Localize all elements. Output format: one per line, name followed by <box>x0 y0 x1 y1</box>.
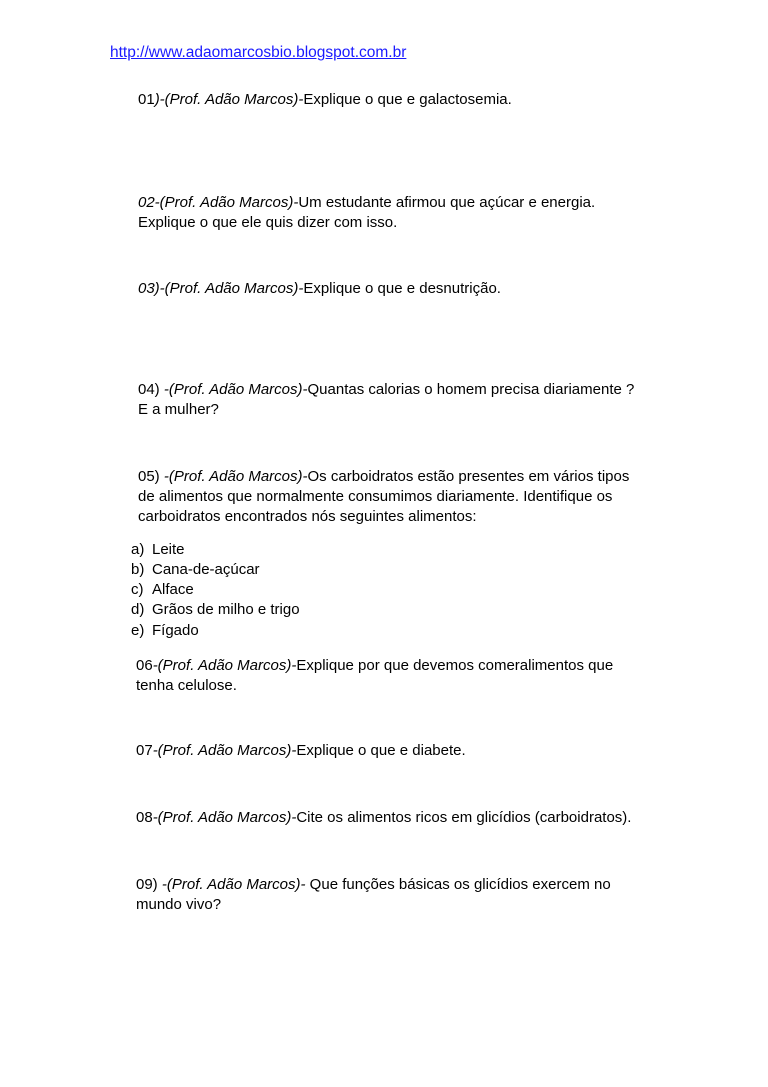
question-05 <box>138 467 629 487</box>
question-text: Explique o que e diabete. <box>296 742 466 759</box>
question-author: 03)-(Prof. Adão Marcos)- <box>138 280 304 297</box>
blog-url-link[interactable]: http://www.adaomarcosbio.blogspot.com.br <box>110 44 407 61</box>
list-item <box>131 600 300 620</box>
list-marker: c) <box>131 581 144 598</box>
list-item <box>131 580 194 600</box>
question-05-continuation-2: carboidratos encontrados nós seguintes alimentos: <box>138 508 477 525</box>
question-09 <box>136 875 611 895</box>
question-01 <box>138 90 512 110</box>
list-label: Alface <box>152 581 194 598</box>
question-author: -(Prof. Adão Marcos)- <box>161 876 306 893</box>
list-item <box>131 540 185 560</box>
question-03 <box>138 279 501 299</box>
question-author: -(Prof. Adão Marcos)- <box>152 657 297 674</box>
question-number: 06 <box>136 657 153 674</box>
question-06-continuation: tenha celulose. <box>136 677 237 694</box>
list-marker: d) <box>131 601 145 618</box>
question-text: Explique o que e desnutrição. <box>303 280 501 297</box>
question-text: Explique por que devemos comeralimentos que <box>296 657 614 674</box>
question-author: -(Prof. Adão Marcos)- <box>152 742 297 759</box>
question-09-continuation: mundo vivo? <box>136 896 222 913</box>
question-author: )-(Prof. Adão Marcos)- <box>154 91 304 108</box>
question-number: 08 <box>136 809 153 826</box>
question-04 <box>138 380 634 400</box>
question-text: Quantas calorias o homem precisa diariamente ? <box>307 381 635 398</box>
question-05-continuation: de alimentos que normalmente consumimos diariamente. Identifique os <box>138 488 613 505</box>
list-label: Leite <box>152 541 185 558</box>
list-marker: a) <box>131 541 145 558</box>
question-02 <box>138 193 595 213</box>
question-text: Os carboidratos estão presentes em vários tipos <box>307 468 630 485</box>
list-label: Cana-de-açúcar <box>152 561 260 578</box>
question-text: Que funções básicas os glicídios exercem no <box>305 876 611 893</box>
question-text: Explique o que e galactosemia. <box>303 91 512 108</box>
question-02-continuation: Explique o que ele quis dizer com isso. <box>138 214 398 231</box>
question-07 <box>136 741 466 761</box>
question-author: 02-(Prof. Adão Marcos)- <box>138 194 299 211</box>
list-label: Fígado <box>152 622 199 639</box>
question-number: 07 <box>136 742 153 759</box>
question-04-continuation: E a mulher? <box>138 401 219 418</box>
question-number: 01 <box>138 91 155 108</box>
list-item <box>131 560 260 580</box>
list-item <box>131 621 199 641</box>
question-08 <box>136 808 631 828</box>
question-author: -(Prof. Adão Marcos)- <box>163 468 308 485</box>
question-author: -(Prof. Adão Marcos)- <box>152 809 297 826</box>
question-number: 09) <box>136 876 162 893</box>
question-number: 05) <box>138 468 164 485</box>
question-06 <box>136 656 613 676</box>
question-text: Cite os alimentos ricos em glicídios (carboidratos). <box>296 809 632 826</box>
list-label: Grãos de milho e trigo <box>152 601 300 618</box>
question-number: 04) <box>138 381 164 398</box>
list-marker: b) <box>131 561 145 578</box>
question-text: Um estudante afirmou que açúcar e energia. <box>298 194 596 211</box>
list-marker: e) <box>131 622 145 639</box>
question-author: -(Prof. Adão Marcos)- <box>163 381 308 398</box>
